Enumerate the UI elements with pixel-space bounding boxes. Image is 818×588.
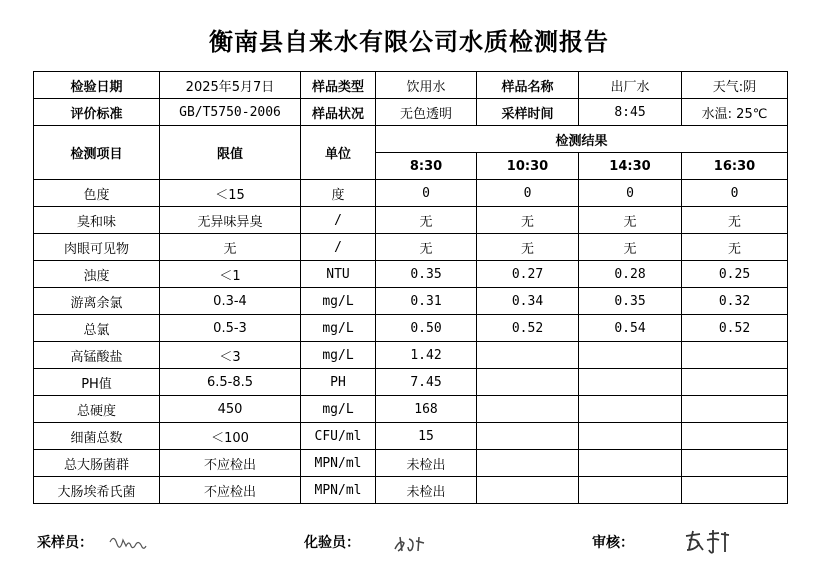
item-name: 总大肠菌群 [34,450,160,477]
result-cell [682,342,788,369]
table-row [34,450,788,477]
result-cell [682,396,788,423]
limit-value: 0.5-3 [160,315,301,342]
result-cell [477,477,579,504]
limit-value: 无 [160,234,301,261]
sample-type-value: 饮用水 [376,72,477,99]
result-cell: 15 [376,423,477,450]
unit-value: / [301,234,376,261]
result-cell: 0.32 [682,288,788,315]
result-cell: 无 [376,207,477,234]
time-col-3: 14:30 [579,153,682,180]
table-row [34,423,788,450]
item-name: 色度 [34,180,160,207]
result-cell: 0.28 [579,261,682,288]
result-cell [682,423,788,450]
header-row-1 [34,72,788,99]
sample-state-label: 样品状况 [301,99,376,126]
unit-value: MPN/ml [301,450,376,477]
result-cell [477,369,579,396]
result-cell [579,477,682,504]
unit-value: mg/L [301,342,376,369]
limit-value: ＜3 [160,342,301,369]
result-cell: 0.52 [682,315,788,342]
table-row [34,315,788,342]
result-cell: 无 [682,234,788,261]
unit-value: 度 [301,180,376,207]
unit-value: mg/L [301,288,376,315]
result-cell: 0.25 [682,261,788,288]
sampler-label: 采样员： [37,535,93,551]
item-name: 总氯 [34,315,160,342]
unit-value: MPN/ml [301,477,376,504]
table-row [34,288,788,315]
result-cell [579,396,682,423]
result-cell: 0.35 [579,288,682,315]
col-results: 检测结果 [376,126,788,153]
result-cell: 0 [376,180,477,207]
analyst-label: 化验员： [304,535,360,551]
result-cell: 0 [477,180,579,207]
table-row [34,342,788,369]
result-cell: 0.35 [376,261,477,288]
sample-type-label: 样品类型 [301,72,376,99]
result-cell: 未检出 [376,477,477,504]
limit-value: 450 [160,396,301,423]
date-value: 2025年5月7日 [160,72,301,99]
limit-value: 不应检出 [160,450,301,477]
result-cell [579,369,682,396]
result-cell: 1.42 [376,342,477,369]
result-cell: 无 [579,234,682,261]
report-table [33,71,788,504]
report-title: 衡南县自来水有限公司水质检测报告 [209,28,609,56]
result-cell [579,342,682,369]
limit-value: 无异味异臭 [160,207,301,234]
result-cell: 7.45 [376,369,477,396]
time-col-2: 10:30 [477,153,579,180]
result-cell [477,423,579,450]
table-row [34,477,788,504]
result-cell: 无 [477,234,579,261]
sample-name-value: 出厂水 [579,72,682,99]
standard-label: 评价标准 [34,99,160,126]
col-item: 检测项目 [34,126,160,180]
item-name: 臭和味 [34,207,160,234]
result-cell [682,450,788,477]
result-cell [477,450,579,477]
table-row [34,234,788,261]
result-cell [477,396,579,423]
result-cell: 168 [376,396,477,423]
limit-value: 0.3-4 [160,288,301,315]
result-cell: 无 [682,207,788,234]
item-name: 总硬度 [34,396,160,423]
unit-value: NTU [301,261,376,288]
result-cell: 未检出 [376,450,477,477]
sample-state-value: 无色透明 [376,99,477,126]
result-cell: 0.27 [477,261,579,288]
time-col-4: 16:30 [682,153,788,180]
item-name: 浊度 [34,261,160,288]
sample-name-label: 样品名称 [477,72,579,99]
result-cell [682,477,788,504]
result-cell: 0.54 [579,315,682,342]
item-name: 肉眼可见物 [34,234,160,261]
reviewer-signature [683,528,733,556]
column-header-row [34,126,788,153]
result-cell: 0.34 [477,288,579,315]
result-cell: 无 [376,234,477,261]
limit-value: 6.5-8.5 [160,369,301,396]
limit-value: ＜100 [160,423,301,450]
result-cell: 0.50 [376,315,477,342]
limit-value: 不应检出 [160,477,301,504]
col-unit: 单位 [301,126,376,180]
limit-value: ＜15 [160,180,301,207]
standard-value: GB/T5750-2006 [160,99,301,126]
unit-value: mg/L [301,396,376,423]
result-cell: 无 [579,207,682,234]
sampler-signature [108,532,148,552]
result-cell [682,369,788,396]
weather: 天气:阴 [682,72,788,99]
col-limit: 限值 [160,126,301,180]
result-cell: 无 [477,207,579,234]
analyst-signature [392,533,430,555]
result-cell [579,423,682,450]
table-row [34,261,788,288]
sampling-time-value: 8:45 [579,99,682,126]
unit-value: PH [301,369,376,396]
unit-value: CFU/ml [301,423,376,450]
unit-value: mg/L [301,315,376,342]
table-row [34,180,788,207]
reviewer-label: 审核： [592,535,634,551]
unit-value: / [301,207,376,234]
result-cell: 0.52 [477,315,579,342]
table-row [34,396,788,423]
table-row [34,369,788,396]
time-col-1: 8:30 [376,153,477,180]
data-rows [34,180,788,504]
item-name: 高锰酸盐 [34,342,160,369]
water-temp: 水温: 25℃ [682,99,788,126]
item-name: 细菌总数 [34,423,160,450]
item-name: 游离余氯 [34,288,160,315]
sampling-time-label: 采样时间 [477,99,579,126]
header-row-2 [34,99,788,126]
result-cell [579,450,682,477]
result-cell: 0.31 [376,288,477,315]
limit-value: ＜1 [160,261,301,288]
result-cell: 0 [682,180,788,207]
item-name: PH值 [34,369,160,396]
result-cell [477,342,579,369]
date-label: 检验日期 [34,72,160,99]
table-row [34,207,788,234]
result-cell: 0 [579,180,682,207]
item-name: 大肠埃希氏菌 [34,477,160,504]
